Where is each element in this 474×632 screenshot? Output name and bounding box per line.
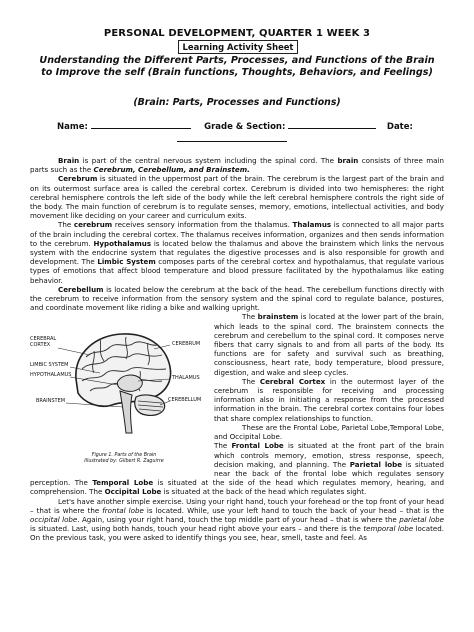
- text: consists of three main parts such as the: [30, 156, 444, 175]
- term-limbic-system: Limbic System: [97, 257, 156, 267]
- text: is connected to all major parts of the brain including the cerebral cortex. The thalamus receives information, organizes and then sends information to the cerebrum.: [30, 220, 444, 248]
- paragraph-brain: [30, 156, 444, 174]
- term-parietal-lobe: Parietal lobe: [349, 459, 403, 469]
- paragraph-lobes: These are the Frontal Lobe, Parietal Lobe,Temporal Lobe, and Occipital Lobe.: [214, 422, 444, 442]
- text: The: [242, 312, 258, 322]
- label-cerebellum: CEREBELLUM: [168, 397, 202, 404]
- term-frontal-lobe-italic: frontal lobe: [102, 505, 144, 515]
- term-occipital-lobe-italic: occipital lobe: [30, 514, 78, 524]
- text: is situated at the side of the head which regulates memory, hearing, and comprehension. The: [30, 478, 444, 497]
- name-label: Name:: [57, 122, 88, 132]
- label-thalamus: THALAMUS: [172, 375, 200, 382]
- term-parietal-lobe-italic: parietal lobe: [399, 514, 444, 524]
- paragraph-cerebellum: [30, 285, 444, 313]
- figure-caption-title: Figure 1. Parts of the Brain: [91, 453, 157, 459]
- student-info-row: [57, 120, 457, 146]
- grade-section-field[interactable]: [288, 120, 376, 129]
- subtitle-line-1: Understanding the Different Parts, Processes, and Functions of the Brain: [39, 55, 435, 66]
- term-thalamus: Thalamus: [292, 220, 332, 230]
- term-three-parts: Cerebrum, Cerebellum, and Brainstem.: [93, 165, 250, 175]
- learning-activity-badge: Learning Activity Sheet: [178, 40, 298, 54]
- text: is located below the thalamus and above the brainstem which links the nervous system with the endocrine system that regulates the digestive processes and is also responsible for growth and development. The: [30, 238, 444, 267]
- term-brain: Brain: [58, 156, 80, 165]
- label-cerebral-cortex: CEREBRAL CORTEX: [30, 336, 57, 349]
- figure-caption-credit: Illustrated by: Gilbert R. Zaguirre: [84, 459, 164, 465]
- text: is situated in the uppermost part of the brain. The cerebrum is the largest part of the brain and on its outermost surface area is called the cerebral cortex. Cerebrum is divided into two hemispheres: the right cerebral hemisphere controls the left side of the body while the left cerebral hemisphere controls the right side of the body. The main function of cerebrum is to regulate senses, memory, emotions, intellectual activities, and body movement like deciding on your career and curriculum exits.: [30, 174, 444, 221]
- text: located. On the previous task, you were asked to identify things you see, hear, smell, taste and feel. As: [30, 524, 445, 543]
- term-frontal-lobe: Frontal Lobe: [231, 441, 284, 451]
- date-label: Date:: [386, 122, 413, 132]
- worksheet-subtitle: [22, 55, 452, 79]
- term-brain-2: brain: [337, 156, 359, 165]
- term-temporal-lobe-italic: temporal lobe: [363, 524, 414, 534]
- subtitle-line-2: to Improve the self (Brain functions, Thoughts, Behaviors, and Feelings): [41, 67, 433, 78]
- date-field[interactable]: [177, 133, 287, 142]
- text: is located. While, use your left hand to touch the back of your head – that is the: [143, 505, 444, 515]
- text: is situated at the back of the head which regulates sight.: [161, 487, 367, 497]
- text: The: [242, 376, 260, 386]
- term-brainstem: brainstem: [257, 312, 299, 322]
- text: . Again, using your right hand, touch the top middle part of your head – that is where the: [77, 514, 400, 524]
- term-cerebrum: Cerebrum: [58, 174, 98, 184]
- figure-caption: [74, 453, 174, 464]
- text: is located below the cerebrum at the back of the head. The cerebellum functions directly with the cerebrum to receive information from the sensory system and the spinal cord to regulate balance, postures, and coordinate movement like riding a bike and walking upright.: [30, 284, 444, 313]
- text: The: [214, 441, 232, 451]
- text: in the outermost layer of the cerebrum is responsible for receiving and processing information also in initiating a response from the processed information in the brain. The cerebral cortex contains four lobes that share complex relationships to function.: [214, 376, 444, 423]
- label-brainstem: BRAINSTEM: [36, 398, 66, 405]
- text: is situated near the back of the frontal lobe which regulates sensory perception. The: [30, 459, 444, 488]
- term-cerebellum: Cerebellum: [58, 284, 104, 294]
- term-hypothalamus: Hypothalamus: [93, 238, 152, 248]
- text: is part of the central nervous system including the spinal cord. The: [79, 156, 338, 165]
- worksheet-title: PERSONAL DEVELOPMENT, QUARTER 1 WEEK 3: [103, 28, 371, 39]
- label-hypothalamus: HYPOTHALAMUS: [30, 372, 72, 379]
- term-cerebral-cortex: Cerebral Cortex: [259, 376, 326, 386]
- grade-section-label: Grade & Section:: [204, 122, 286, 132]
- paragraph-thalamus: [30, 220, 444, 284]
- paragraph-cerebrum: [30, 174, 444, 220]
- text: is situated. Last, using both hands, touch your head right above your ears – and there is the: [30, 524, 364, 534]
- term-cerebrum-2: cerebrum: [73, 220, 113, 230]
- text: receives sensory information from the thalamus.: [112, 220, 293, 230]
- brain-figure: [30, 315, 206, 471]
- label-limbic-system: LIMBIC SYSTEM: [30, 362, 69, 369]
- section-heading: (Brain: Parts, Processes and Functions): [133, 97, 341, 108]
- label-cerebrum: CEREBRUM: [172, 341, 201, 348]
- brain-illustration: [30, 315, 206, 471]
- text: is located at the lower part of the brain, which leads to the spinal cord. The brainstem connects the cerebrum and cerebellum to the spinal cord. It composes nerve fibers that carry signals to and from all parts of the body. Its functions are for safety and survival such as breathing, consciousness, heart rate, body temperature, blood pressure, digestion, and wake and sleep cycles.: [214, 312, 444, 377]
- term-occipital-lobe: Occipital Lobe: [104, 487, 162, 497]
- text: is situated at the front part of the brain which controls memory, emotion, stress response, speech, decision making, and planning. The: [214, 441, 444, 469]
- name-field[interactable]: [91, 120, 191, 129]
- text: The: [58, 220, 74, 230]
- term-temporal-lobe: Temporal Lobe: [92, 478, 154, 488]
- text: composes parts of the cerebral cortex and hypothalamus, that regulate various types of emotions that affect blood temperature and blood pressure facilitated by the hypothalamus like eating behavior.: [30, 257, 444, 285]
- paragraph-exercise: [30, 497, 444, 543]
- text: Let's have another simple exercise. Using your right hand, touch your forehead or the top front of your head – that is where the: [30, 496, 444, 515]
- reading-text: [30, 156, 444, 543]
